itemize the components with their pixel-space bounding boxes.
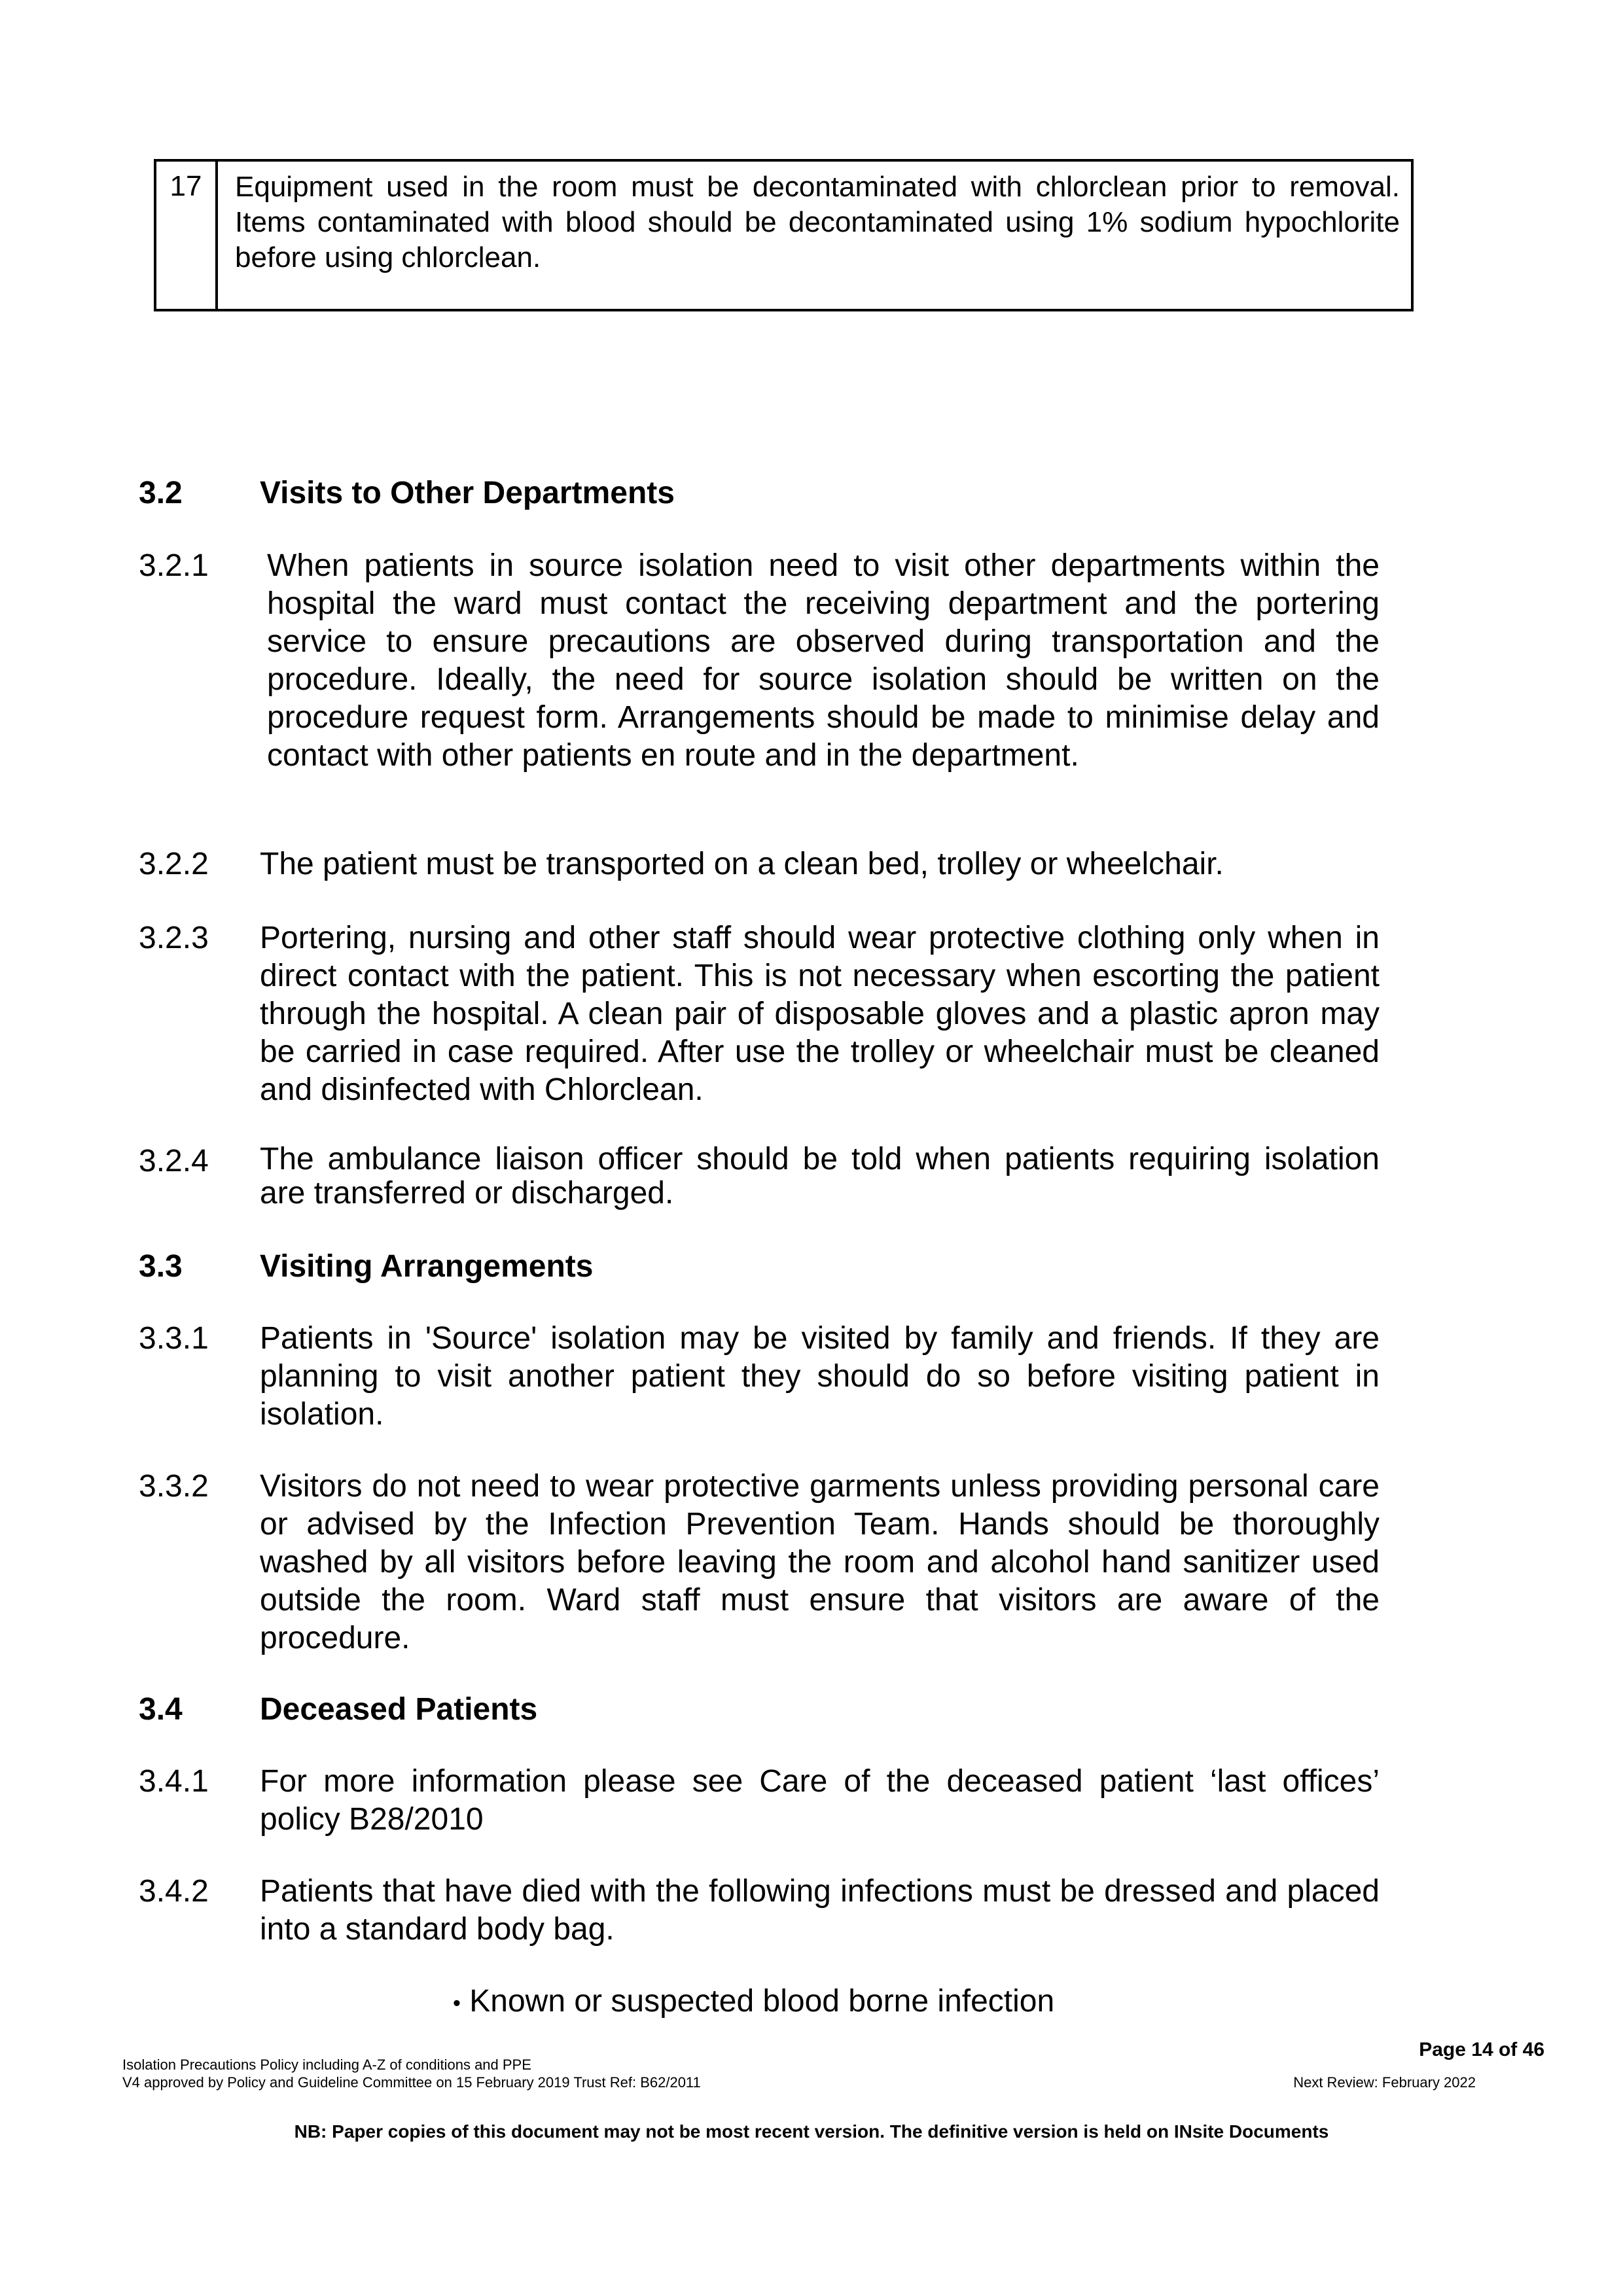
item-3-2-3-text: Portering, nursing and other staff should wear protective clothing only when in direct contact with the patient. This is not necessary when escorting the patient through the hospital. A clean pair of disposable gloves and a plastic apron may be carried in case required. After use the trolley or wheelchair must be cleaned and disinfected with Chlorclean. <box>260 921 1380 1107</box>
section-3-3-title: Visiting Arrangements <box>260 1249 594 1284</box>
equipment-table <box>154 159 1414 311</box>
page-number: Page 14 of 46 <box>1419 2039 1544 2060</box>
footer-approval: V4 approved by Policy and Guideline Committee on 15 February 2019 Trust Ref: B62/2011 <box>122 2074 701 2091</box>
item-3-3-2-text: Visitors do not need to wear protective garments unless providing personal care or advised by the Infection Prevention Team. Hands should be thoroughly washed by all visitors before leaving the room and alcohol hand sanitizer used outside the room. Ward staff must ensure that visitors are aware of the procedure. <box>260 1469 1380 1655</box>
item-3-3-1-number: 3.3.1 <box>139 1321 209 1356</box>
item-3-2-2-number: 3.2.2 <box>139 847 209 881</box>
item-3-4-1-number: 3.4.1 <box>139 1764 209 1799</box>
bullet-icon: • <box>453 1990 461 2016</box>
item-3-4-2-text: Patients that have died with the following infections must be dressed and placed into a standard body bag. <box>260 1874 1380 1947</box>
footer-next-review: Next Review: February 2022 <box>1293 2074 1476 2091</box>
footer-doc-title: Isolation Precautions Policy including A-Z of conditions and PPE <box>122 2057 531 2073</box>
item-3-2-3-number: 3.2.3 <box>139 921 209 955</box>
item-3-4-2-number: 3.4.2 <box>139 1874 209 1909</box>
table-row-number: 17 <box>156 162 218 309</box>
item-3-2-1-text: When patients in source isolation need to visit other departments within the hospital the ward must contact the receiving department and the portering service to ensure precautions are observed during transportation and the procedure. Ideally, the need for source isolation should be written on the procedure request form. Arrangements should be made to minimise delay and contact with other patients en route and in the department. <box>267 548 1380 773</box>
section-3-4-number: 3.4 <box>139 1692 183 1727</box>
section-3-2-title: Visits to Other Departments <box>260 476 675 510</box>
bullet-text: Known or suspected blood borne infection <box>469 1984 1055 2019</box>
item-3-2-4-number: 3.2.4 <box>139 1144 209 1178</box>
section-3-3-number: 3.3 <box>139 1249 183 1284</box>
item-3-3-1-text: Patients in 'Source' isolation may be visited by family and friends. If they are planning to visit another patient they should do so before visiting patient in isolation. <box>260 1321 1380 1432</box>
item-3-2-1-number: 3.2.1 <box>139 548 209 583</box>
item-3-3-2-number: 3.3.2 <box>139 1469 209 1504</box>
section-3-2-number: 3.2 <box>139 476 183 510</box>
item-3-2-4-text: The ambulance liaison officer should be told when patients requiring isolation are transferred or discharged. <box>260 1142 1380 1210</box>
item-3-2-2-text: The patient must be transported on a clean bed, trolley or wheelchair. <box>260 847 1224 881</box>
table-row-text: Equipment used in the room must be decontaminated with chlorclean prior to removal. Items contaminated with blood should be decontaminated using 1% sodium hypochlorite before using chlorclean. <box>235 171 1400 274</box>
bullet-item <box>453 1983 1054 2022</box>
section-3-4-title: Deceased Patients <box>260 1692 538 1727</box>
item-3-4-1-text: For more information please see Care of the deceased patient ‘last offices’ policy B28/2010 <box>260 1764 1380 1837</box>
footer-note: NB: Paper copies of this document may not be most recent version. The definitive version is held on INsite Documents <box>294 2121 1329 2142</box>
